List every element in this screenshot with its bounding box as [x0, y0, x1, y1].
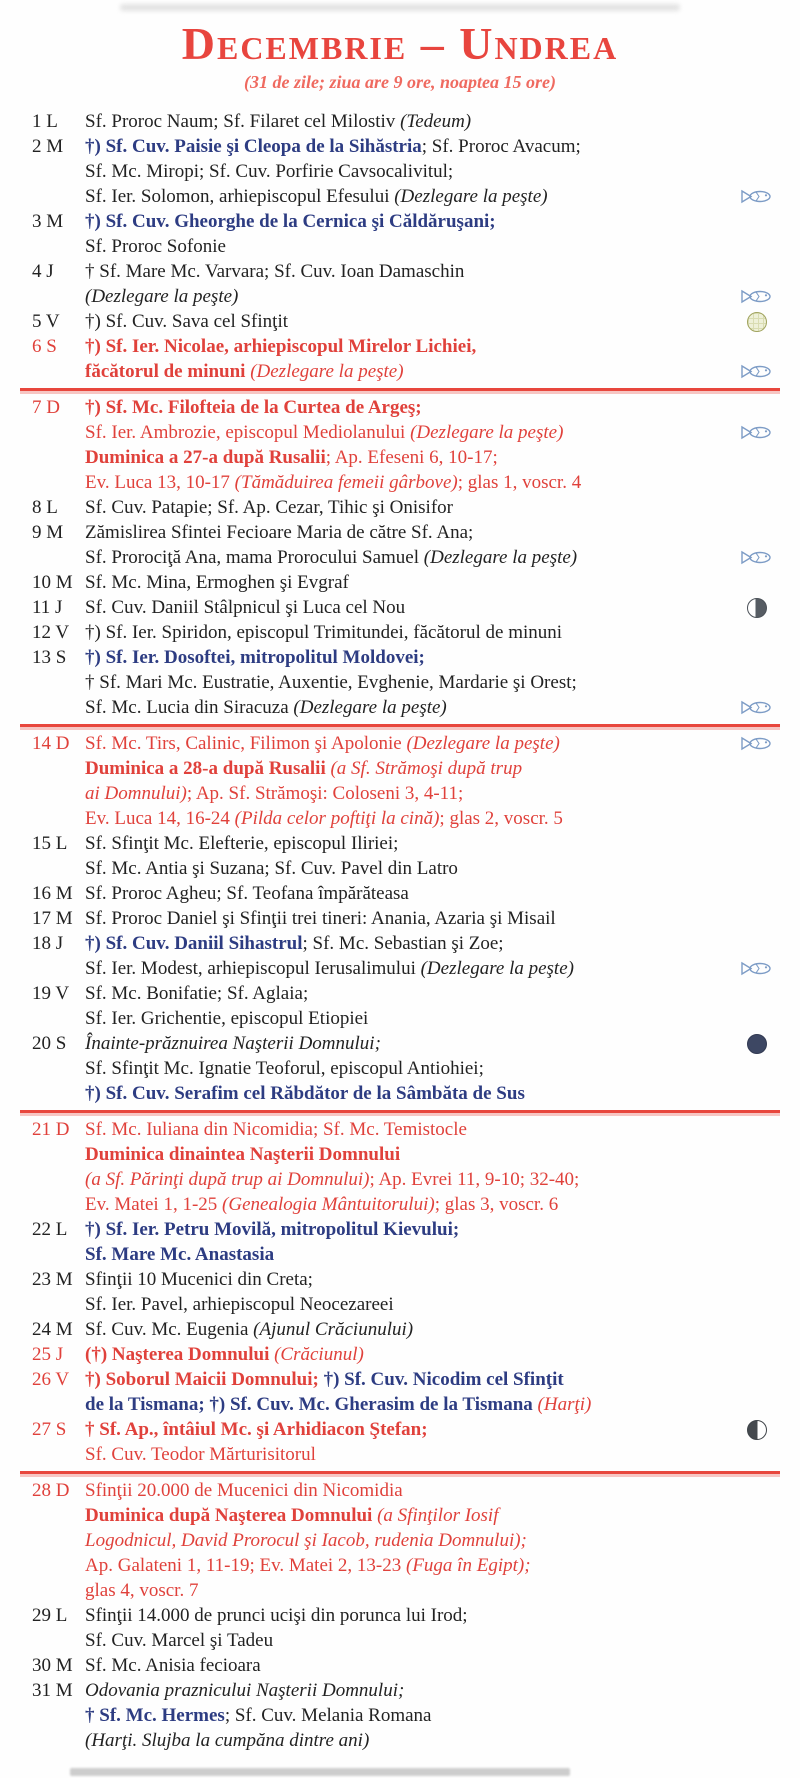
calendar-day-row	[0, 259, 800, 309]
day-text-segment: Duminica a 27-a după Rusalii	[85, 447, 326, 468]
scan-artifact-bottom	[70, 1768, 570, 1776]
day-label: 16 M	[32, 883, 73, 904]
day-text-line	[85, 1056, 792, 1081]
calendar-day-row	[0, 395, 800, 495]
day-text-line	[85, 1553, 792, 1578]
day-text-segment: Sf. Cuv. Daniil Stâlpnicul şi Luca cel Nou	[85, 597, 406, 618]
day-content	[85, 395, 800, 495]
fish-icon	[740, 287, 774, 306]
day-text-line	[85, 1142, 792, 1167]
day-text-line	[85, 670, 792, 695]
day-text-segment: (a Sf. Părinţi după trup ai Domnului)	[85, 1169, 370, 1190]
day-text-segment: Sf. Cuv. Patapie; Sf. Ap. Cezar, Tihic şi Onisifor	[85, 497, 453, 518]
new-moon-icon	[747, 1034, 767, 1054]
day-text-segment: Duminica după Naşterea Domnului	[85, 1505, 378, 1526]
day-text-segment: †) Sf. Cuv. Gheorghe de la Cernica şi Căldăruşani;	[85, 211, 496, 232]
day-text-segment: †) Sf. Cuv. Nicodim cel Sfinţit	[323, 1369, 564, 1390]
day-content	[85, 1342, 800, 1367]
day-text-segment: Sfinţii 10 Mucenici din Creta;	[85, 1269, 313, 1290]
day-label: 19 V	[32, 983, 70, 1004]
day-text-line	[85, 134, 792, 159]
day-text-line	[85, 756, 792, 781]
day-text-line	[85, 445, 792, 470]
day-content	[85, 1478, 800, 1603]
day-label: 11 J	[32, 597, 63, 618]
first-quarter-moon-icon	[747, 1420, 767, 1440]
day-text-line	[85, 906, 792, 931]
day-text-segment: Ev. Luca 13, 10-17	[85, 472, 235, 493]
day-text-line	[85, 806, 792, 831]
day-text-segment: ; Sf. Cuv. Melania Romana	[224, 1705, 432, 1726]
day-text-line	[85, 1242, 792, 1267]
day-text-line	[85, 595, 792, 620]
day-text-segment: Sf. Ier. Grichentie, episcopul Etiopiei	[85, 1008, 369, 1029]
day-text-line	[85, 1006, 792, 1031]
day-text-line	[85, 831, 792, 856]
day-text-segment: (Dezlegare la peşte)	[420, 958, 574, 979]
day-content	[85, 1031, 800, 1106]
day-text-segment: Sf. Cuv. Mc. Eugenia	[85, 1319, 254, 1340]
day-content	[85, 309, 800, 334]
calendar-day-row	[0, 1317, 800, 1342]
day-label: 20 S	[32, 1033, 67, 1054]
day-text-segment: ; glas 2, voscr. 5	[439, 808, 563, 829]
calendar-day-row	[0, 1117, 800, 1217]
day-text-line	[85, 470, 792, 495]
day-label: 30 M	[32, 1655, 73, 1676]
day-text-line	[85, 259, 792, 284]
day-text-segment: ai Domnului)	[85, 783, 187, 804]
day-content	[85, 334, 800, 384]
day-text-line	[85, 1367, 792, 1392]
day-label: 24 M	[32, 1319, 73, 1340]
day-text-segment: Sf. Mc. Bonifatie; Sf. Aglaia;	[85, 983, 309, 1004]
day-label: 13 S	[32, 647, 67, 668]
day-text-line	[85, 209, 792, 234]
day-text-segment: făcătorul de minuni	[85, 361, 251, 382]
day-text-segment: ; Ap. Evrei 11, 9-10; 32-40;	[369, 1169, 580, 1190]
day-text-segment: Sf. Mc. Tirs, Calinic, Filimon şi Apolonie	[85, 733, 407, 754]
calendar-day-row	[0, 495, 800, 520]
day-text-segment: ; Ap. Sf. Strămoşi: Coloseni 3, 4-11;	[186, 783, 464, 804]
day-text-segment: (Tedeum)	[400, 111, 472, 132]
calendar-day-row	[0, 620, 800, 645]
day-text-segment: Sf. Proroc Naum; Sf. Filaret cel Milostiv	[85, 111, 401, 132]
day-text-line	[85, 1117, 792, 1142]
day-content	[85, 645, 800, 720]
day-label: 18 J	[32, 933, 64, 954]
day-text-line	[85, 109, 792, 134]
day-text-segment: ; glas 3, voscr. 6	[434, 1194, 559, 1215]
day-text-segment: Sf. Cuv. Marcel şi Tadeu	[85, 1630, 274, 1651]
day-label: 27 S	[32, 1419, 67, 1440]
calendar-day-row	[0, 931, 800, 981]
day-text-segment: ; Sf. Mc. Sebastian şi Zoe;	[302, 933, 504, 954]
day-text-segment: (Dezlegare la peşte)	[410, 422, 564, 443]
day-text-segment: (Harţi)	[537, 1394, 592, 1415]
day-text-segment: (Dezlegare la peşte)	[250, 361, 404, 382]
fish-icon	[740, 698, 774, 717]
day-text-segment: † Sf. Ap., întâiul Mc. şi Arhidiacon Ştefan;	[85, 1419, 428, 1440]
day-label: 23 M	[32, 1269, 73, 1290]
day-label: 26 V	[32, 1369, 70, 1390]
day-text-line	[85, 1081, 792, 1106]
day-text-segment: Sf. Sfinţit Mc. Ignatie Teoforul, episcopul Antiohiei;	[85, 1058, 484, 1079]
day-text-segment: (Harţi. Slujba la cumpăna dintre ani)	[85, 1730, 370, 1751]
fish-icon	[740, 362, 774, 381]
day-label: 4 J	[32, 261, 54, 282]
day-text-line	[85, 234, 792, 259]
calendar-day-row	[0, 1367, 800, 1417]
day-content	[85, 520, 800, 570]
day-content	[85, 1417, 800, 1467]
day-text-segment: Sf. Ier. Modest, arhiepiscopul Ierusalimului	[85, 958, 421, 979]
day-text-line	[85, 956, 792, 981]
day-text-line	[85, 1292, 792, 1317]
day-content	[85, 1267, 800, 1317]
day-text-line	[85, 1528, 792, 1553]
fish-icon	[740, 423, 774, 442]
day-content	[85, 595, 800, 620]
day-text-segment: Sf. Mc. Antia şi Suzana; Sf. Cuv. Pavel din Latro	[85, 858, 458, 879]
day-content	[85, 1217, 800, 1267]
full-moon-icon	[747, 312, 767, 332]
day-text-segment: †) Sf. Cuv. Daniil Sihastrul	[85, 933, 303, 954]
day-text-segment: Logodnicul, David Prorocul şi Iacob, rudenia Domnului);	[85, 1530, 527, 1551]
day-text-line	[85, 520, 792, 545]
day-text-segment: Sf. Mc. Anisia fecioara	[85, 1655, 261, 1676]
day-text-segment: † Sf. Mc. Hermes	[85, 1705, 225, 1726]
day-text-line	[85, 856, 792, 881]
day-text-segment: Sf. Prorociţă Ana, mama Prorocului Samuel	[85, 547, 424, 568]
day-text-segment: glas 4, voscr. 7	[85, 1580, 199, 1601]
day-text-line	[85, 781, 792, 806]
day-label: 14 D	[32, 733, 70, 754]
day-content	[85, 570, 800, 595]
day-text-segment: Sf. Proroc Sofonie	[85, 236, 226, 257]
calendar-day-row	[0, 731, 800, 831]
fish-icon	[740, 959, 774, 978]
day-content	[85, 831, 800, 881]
calendar-day-row	[0, 595, 800, 620]
day-content	[85, 1603, 800, 1653]
day-label: 21 D	[32, 1119, 70, 1140]
day-label: 28 D	[32, 1480, 70, 1501]
day-text-line	[85, 1267, 792, 1292]
day-text-segment: (a Sfinţilor Iosif	[377, 1505, 499, 1526]
day-label: 17 M	[32, 908, 73, 929]
day-label: 22 L	[32, 1219, 68, 1240]
day-text-segment: Ev. Matei 1, 1-25	[85, 1194, 223, 1215]
day-label: 12 V	[32, 622, 70, 643]
day-text-line	[85, 695, 792, 720]
day-text-segment: †) Sf. Cuv. Sava cel Sfinţit	[85, 311, 288, 332]
day-text-segment: Sf. Mc. Lucia din Siracuza	[85, 697, 294, 718]
day-content	[85, 1367, 800, 1417]
calendar-day-row	[0, 1678, 800, 1753]
day-text-segment: (Genealogia Mântuitorului)	[222, 1194, 435, 1215]
fish-icon	[740, 734, 774, 753]
calendar-day-row	[0, 1031, 800, 1106]
day-text-segment: Sf. Mc. Miropi; Sf. Cuv. Porfirie Cavsocalivitul;	[85, 161, 454, 182]
day-text-segment: (Pilda celor poftiţi la cină)	[234, 808, 440, 829]
day-label: 1 L	[32, 111, 58, 132]
day-text-segment: (Dezlegare la peşte)	[423, 547, 578, 568]
day-text-line	[85, 1167, 792, 1192]
day-text-segment: ; Ap. Efeseni 6, 10-17;	[325, 447, 498, 468]
page-subtitle: (31 de zile; ziua are 9 ore, noaptea 15 ore)	[244, 72, 556, 92]
calendar-day-row	[0, 831, 800, 881]
day-text-segment: †) Sf. Cuv. Serafim cel Răbdător de la Sâmbăta de Sus	[85, 1083, 525, 1104]
day-text-line	[85, 545, 792, 570]
day-text-segment: Înainte-prăznuirea Naşterii Domnului;	[85, 1033, 381, 1054]
day-content	[85, 881, 800, 906]
calendar-day-row	[0, 1478, 800, 1603]
day-text-segment: †) Sf. Ier. Spiridon, episcopul Trimitundei, făcătorul de minuni	[85, 622, 563, 643]
day-content	[85, 134, 800, 209]
new-moon-icon	[740, 1034, 774, 1053]
day-text-segment: (†) Naşterea Domnului	[85, 1344, 275, 1365]
day-text-segment: †) Sf. Ier. Petru Movilă, mitropolitul Kievului;	[85, 1219, 460, 1240]
day-text-segment: Sf. Ier. Pavel, arhiepiscopul Neocezareei	[85, 1294, 394, 1315]
day-text-line	[85, 1192, 792, 1217]
last-quarter-moon-icon	[747, 598, 767, 618]
sunday-separator	[20, 388, 780, 391]
day-text-segment: Sf. Mc. Iuliana din Nicomidia; Sf. Mc. Temistocle	[85, 1119, 467, 1140]
day-text-line	[85, 1317, 792, 1342]
day-text-segment: Sf. Proroc Agheu; Sf. Teofana împărăteasa	[85, 883, 409, 904]
day-text-line	[85, 184, 792, 209]
day-text-segment: Zămislirea Sfintei Fecioare Maria de către Sf. Ana;	[85, 522, 474, 543]
sunday-separator	[20, 1110, 780, 1113]
day-text-line	[85, 570, 792, 595]
day-text-segment: Sf. Ier. Ambrozie, episcopul Mediolanului	[85, 422, 411, 443]
day-text-line	[85, 1578, 792, 1603]
day-text-segment: Sf. Proroc Daniel şi Sfinţii trei tineri: Anania, Azaria şi Misail	[85, 908, 556, 929]
day-text-segment: Sf. Mare Mc. Anastasia	[85, 1244, 275, 1265]
day-text-line	[85, 1478, 792, 1503]
calendar-day-row	[0, 1267, 800, 1317]
day-text-line	[85, 1442, 792, 1467]
day-text-segment: Sf. Sfinţit Mc. Elefterie, episcopul Iliriei;	[85, 833, 399, 854]
day-text-segment: ; glas 1, voscr. 4	[457, 472, 582, 493]
scan-artifact-top	[120, 4, 680, 11]
fish-icon	[740, 187, 774, 206]
day-content	[85, 1117, 800, 1217]
day-text-segment: ; Sf. Proroc Avacum;	[421, 136, 581, 157]
day-label: 9 M	[32, 522, 64, 543]
calendar-day-row	[0, 1342, 800, 1367]
day-content	[85, 931, 800, 981]
day-content	[85, 109, 800, 134]
day-content	[85, 1678, 800, 1753]
day-text-line	[85, 159, 792, 184]
last-quarter-moon-icon	[740, 598, 774, 617]
day-text-line	[85, 981, 792, 1006]
calendar-day-row	[0, 981, 800, 1031]
day-text-line	[85, 359, 792, 384]
day-text-line	[85, 420, 792, 445]
day-label: 5 V	[32, 311, 60, 332]
day-text-line	[85, 1728, 792, 1753]
calendar-day-row	[0, 334, 800, 384]
day-text-segment: (Ajunul Crăciunului)	[253, 1319, 414, 1340]
full-moon-icon	[740, 312, 774, 331]
day-text-line	[85, 395, 792, 420]
day-text-segment: †) Sf. Ier. Dosoftei, mitropolitul Moldovei;	[85, 647, 425, 668]
day-label: 8 L	[32, 497, 58, 518]
calendar-day-row	[0, 109, 800, 134]
day-text-line	[85, 334, 792, 359]
calendar-day-row	[0, 645, 800, 720]
calendar-days	[0, 109, 800, 1753]
day-text-line	[85, 620, 792, 645]
day-text-segment: (Dezlegare la peşte)	[394, 186, 548, 207]
day-text-segment: †) Sf. Mc. Filofteia de la Curtea de Argeş;	[85, 397, 422, 418]
day-content	[85, 981, 800, 1031]
first-quarter-moon-icon	[740, 1420, 774, 1439]
calendar-day-row	[0, 309, 800, 334]
page-title: Decembrie – Undrea	[181, 18, 619, 69]
day-text-line	[85, 1703, 792, 1728]
day-label: 29 L	[32, 1605, 68, 1626]
day-content	[85, 495, 800, 520]
day-label: 10 M	[32, 572, 73, 593]
day-text-segment: Ev. Luca 14, 16-24	[85, 808, 235, 829]
calendar-day-row	[0, 570, 800, 595]
day-content	[85, 731, 800, 831]
day-text-segment: Duminica a 28-a după Rusalii	[85, 758, 331, 779]
day-text-segment: †) Sf. Ier. Nicolae, arhiepiscopul Mirelor Lichiei,	[85, 336, 477, 357]
day-text-segment: Sf. Mc. Mina, Ermoghen şi Evgraf	[85, 572, 349, 593]
day-text-line	[85, 1603, 792, 1628]
day-text-line	[85, 1217, 792, 1242]
day-text-segment: Sfinţii 14.000 de prunci ucişi din porunca lui Irod;	[85, 1605, 468, 1626]
day-text-segment: † Sf. Mari Mc. Eustratie, Auxentie, Evghenie, Mardarie şi Orest;	[85, 672, 577, 693]
day-text-line	[85, 931, 792, 956]
fish-icon	[740, 548, 774, 567]
calendar-day-row	[0, 1603, 800, 1653]
day-content	[85, 1317, 800, 1342]
day-text-line	[85, 881, 792, 906]
day-text-segment: (Fuga în Egipt);	[406, 1555, 531, 1576]
day-text-segment: (Tămăduirea femeii gârbove)	[234, 472, 458, 493]
day-text-line	[85, 1392, 792, 1417]
day-label: 15 L	[32, 833, 68, 854]
day-text-segment: †) Soborul Maicii Domnului;	[85, 1369, 324, 1390]
day-text-line	[85, 1503, 792, 1528]
day-content	[85, 209, 800, 259]
sunday-separator	[20, 724, 780, 727]
day-content	[85, 620, 800, 645]
calendar-day-row	[0, 520, 800, 570]
calendar-day-row	[0, 881, 800, 906]
day-text-line	[85, 1031, 792, 1056]
day-text-line	[85, 309, 792, 334]
calendar-day-row	[0, 1417, 800, 1467]
day-text-segment: de la Tismana; †) Sf. Cuv. Mc. Gherasim de la Tismana	[85, 1394, 538, 1415]
day-text-segment: (Dezlegare la peşte)	[85, 286, 239, 307]
day-text-line	[85, 1653, 792, 1678]
day-label: 3 M	[32, 211, 64, 232]
day-text-segment: (Dezlegare la peşte)	[293, 697, 447, 718]
day-text-segment: Duminica dinaintea Naşterii Domnului	[85, 1144, 401, 1165]
day-text-segment: †) Sf. Cuv. Paisie şi Cleopa de la Sihăstria	[85, 136, 422, 157]
day-label: 7 D	[32, 397, 60, 418]
day-label: 31 M	[32, 1680, 73, 1701]
day-text-line	[85, 645, 792, 670]
day-label: 2 M	[32, 136, 64, 157]
day-text-segment: (a Sf. Strămoşi după trup	[330, 758, 523, 779]
day-text-line	[85, 1417, 792, 1442]
day-label: 6 S	[32, 336, 57, 357]
day-text-line	[85, 1342, 792, 1367]
sunday-separator	[20, 1471, 780, 1474]
day-text-segment: Ap. Galateni 1, 11-19; Ev. Matei 2, 13-23	[85, 1555, 406, 1576]
day-text-line	[85, 284, 792, 309]
calendar-day-row	[0, 906, 800, 931]
day-text-segment: Sfinţii 20.000 de Mucenici din Nicomidia	[85, 1480, 403, 1501]
day-text-segment: (Dezlegare la peşte)	[406, 733, 560, 754]
day-label: 25 J	[32, 1344, 64, 1365]
day-text-line	[85, 1678, 792, 1703]
day-text-segment: † Sf. Mare Mc. Varvara; Sf. Cuv. Ioan Damaschin	[85, 261, 465, 282]
calendar-day-row	[0, 1653, 800, 1678]
calendar-day-row	[0, 209, 800, 259]
page-header	[0, 0, 800, 93]
day-content	[85, 259, 800, 309]
day-text-segment: Odovania praznicului Naşterii Domnului;	[85, 1680, 405, 1701]
day-text-segment: (Crăciunul)	[274, 1344, 364, 1365]
day-content	[85, 1653, 800, 1678]
calendar-day-row	[0, 134, 800, 209]
calendar-day-row	[0, 1217, 800, 1267]
day-text-line	[85, 495, 792, 520]
day-text-segment: Sf. Ier. Solomon, arhiepiscopul Efesului	[85, 186, 395, 207]
day-text-line	[85, 731, 792, 756]
day-text-segment: Sf. Cuv. Teodor Mărturisitorul	[85, 1444, 316, 1465]
day-content	[85, 906, 800, 931]
day-text-line	[85, 1628, 792, 1653]
